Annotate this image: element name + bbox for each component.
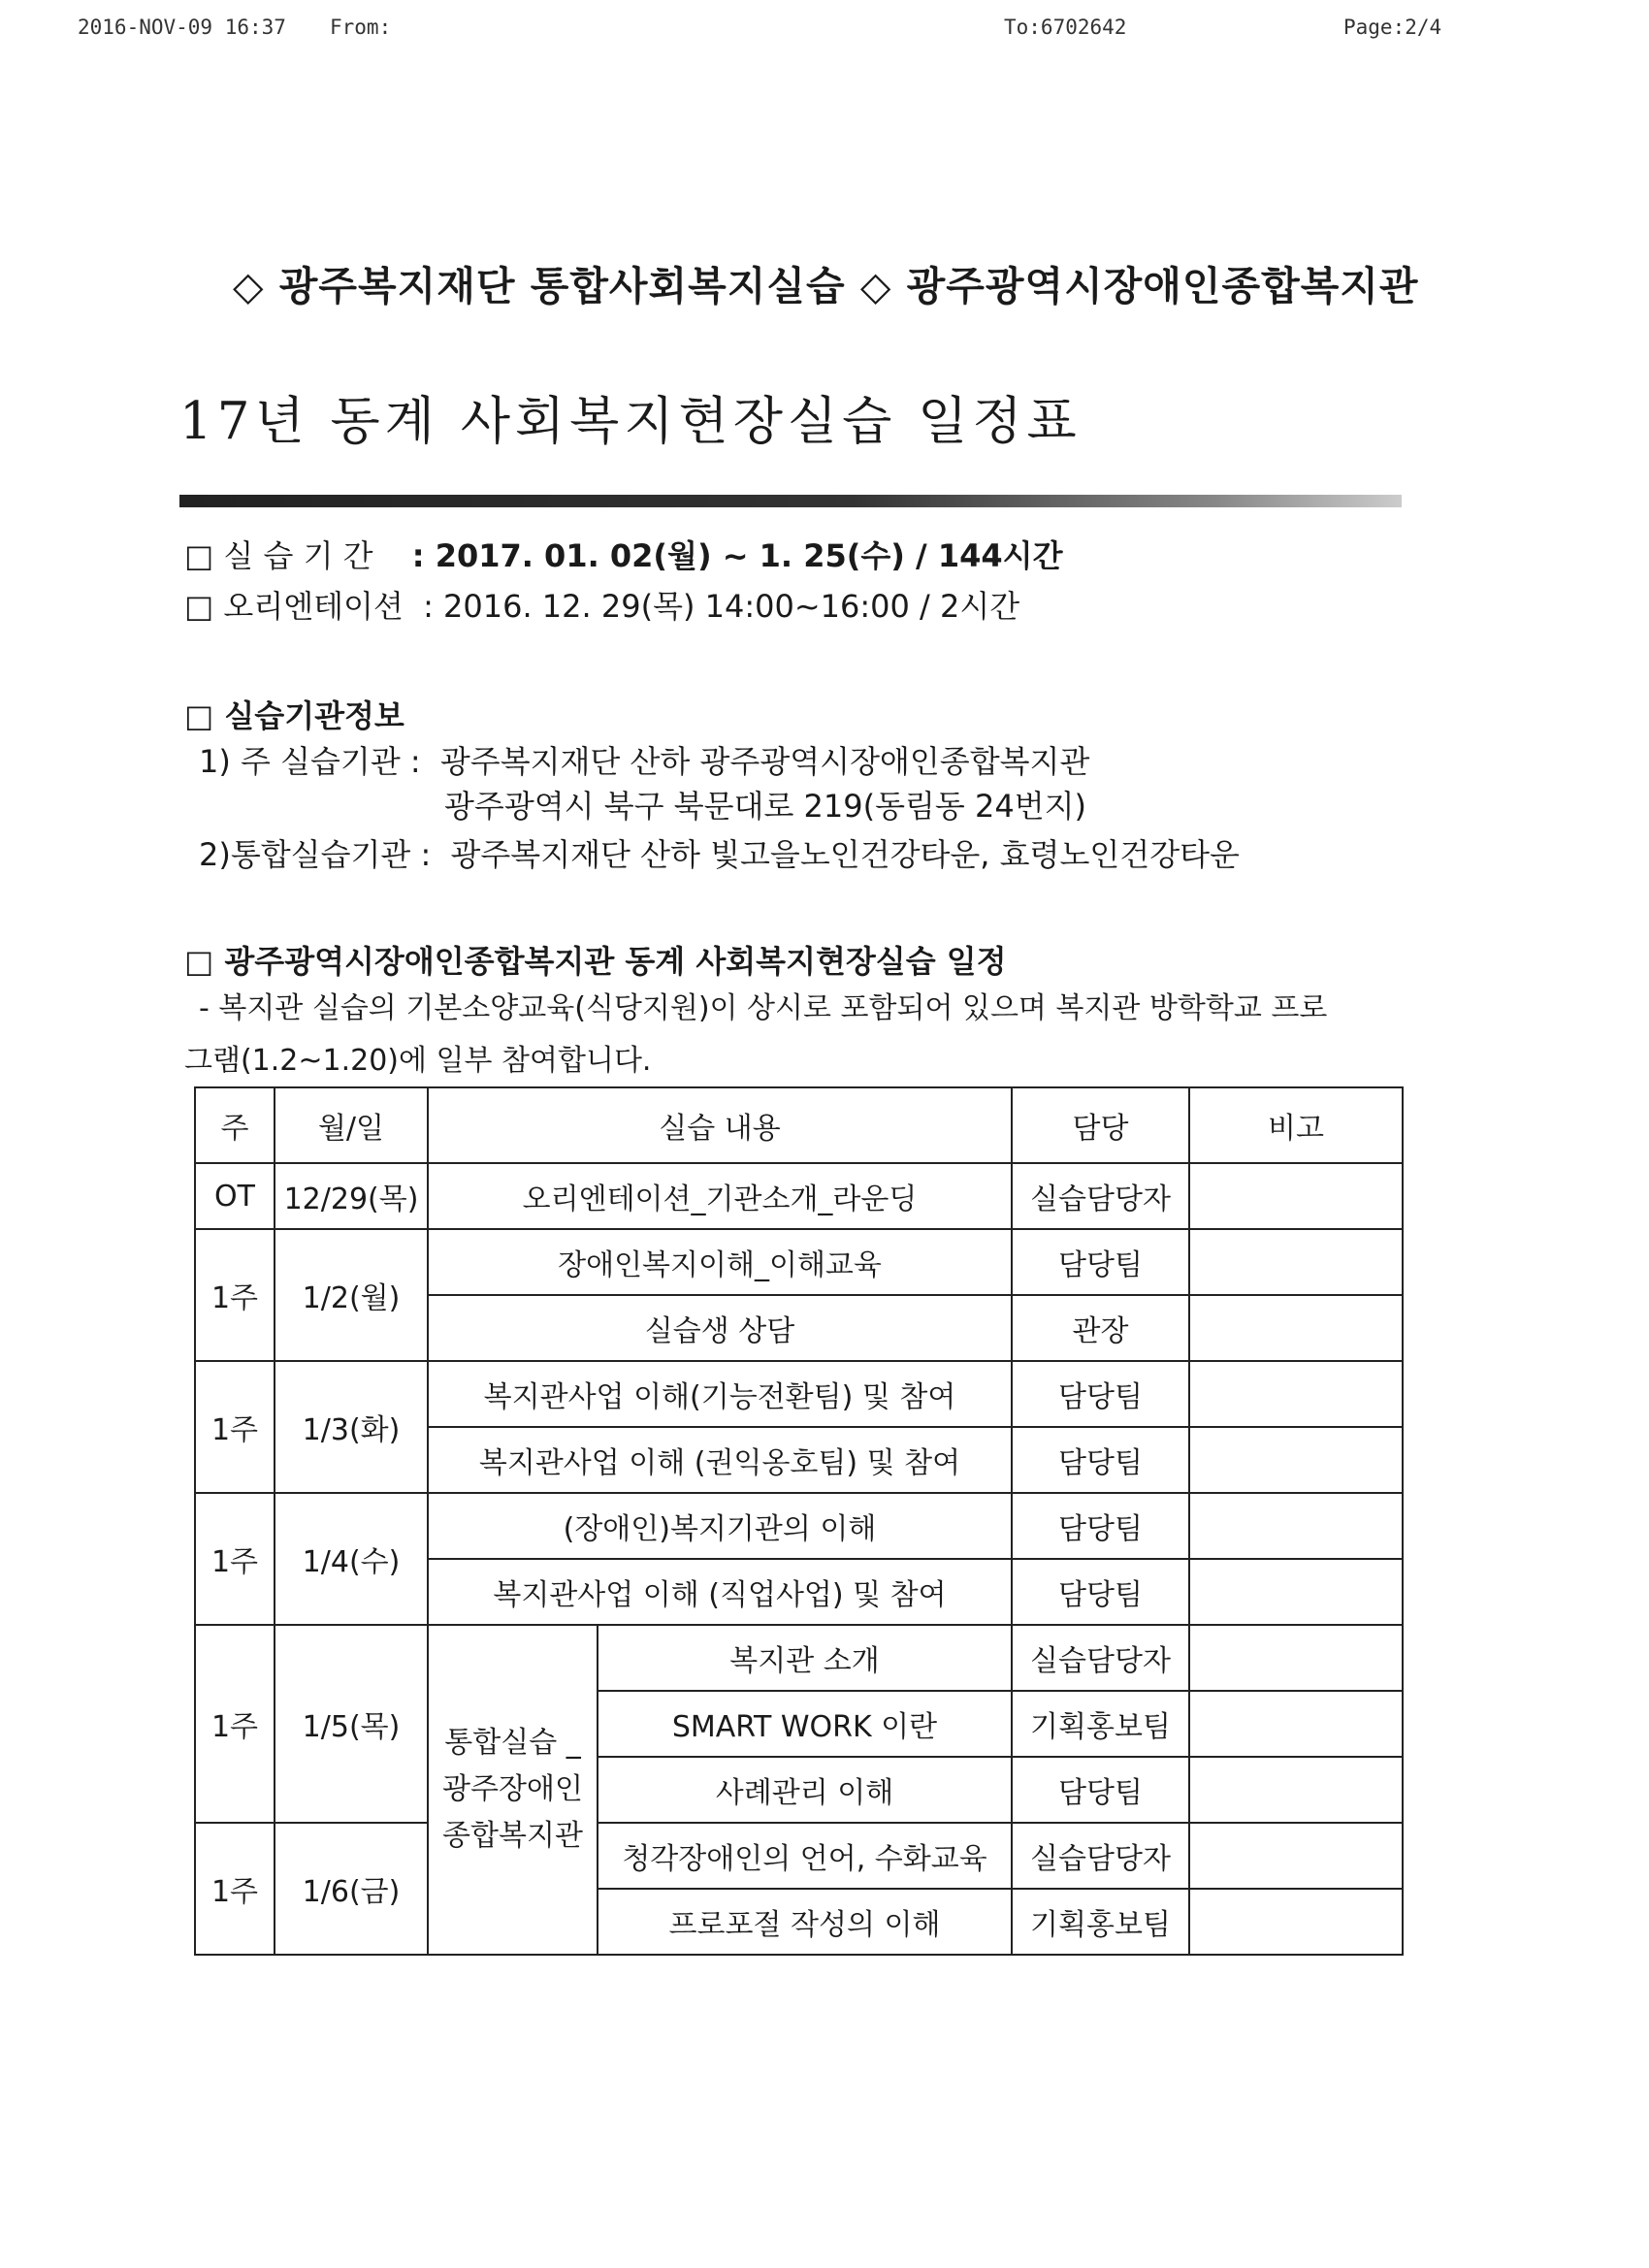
orientation-label: □ 오리엔테이션 (184, 588, 404, 625)
remarks-cell (1189, 1691, 1403, 1757)
main-institution-name: 광주복지재단 산하 광주광역시장애인종합복지관 (439, 743, 1090, 780)
table-row (195, 1493, 1403, 1559)
header-week: 주 (195, 1087, 275, 1163)
fax-page: Page:2/4 (1343, 16, 1442, 39)
document-title: 17년 동계 사회복지현장실습 일정표 (179, 392, 1082, 451)
remarks-cell (1189, 1163, 1403, 1229)
main-institution-address: 광주광역시 북구 북문대로 219(동림동 24번지) (444, 788, 1087, 825)
owner-cell: 기획홍보팀 (1012, 1691, 1189, 1757)
owner-cell: 기획홍보팀 (1012, 1889, 1189, 1955)
schedule-table (194, 1086, 1404, 1956)
week-cell: 1주 (195, 1823, 275, 1955)
content-cell: 프로포절 작성의 이해 (598, 1889, 1012, 1955)
header-remarks: 비고 (1189, 1087, 1403, 1163)
date-cell: 1/6(금) (275, 1823, 428, 1955)
remarks-cell (1189, 1229, 1403, 1295)
document-subtitle: ◇ 광주복지재단 통합사회복지실습 ◇ 광주광역시장애인종합복지관 (233, 263, 1419, 309)
week-cell: 1주 (195, 1229, 275, 1361)
week-cell: 1주 (195, 1625, 275, 1823)
fax-from: From: (330, 16, 392, 39)
week-cell: 1주 (195, 1493, 275, 1625)
content-cell: 장애인복지이해_이해교육 (428, 1229, 1012, 1295)
integrated-practice-line3: 종합복지관 (442, 1819, 583, 1853)
institution-heading: □ 실습기관정보 (184, 697, 404, 734)
owner-cell: 실습담당자 (1012, 1823, 1189, 1889)
week-cell: OT (195, 1163, 275, 1229)
remarks-cell (1189, 1757, 1403, 1823)
table-row (195, 1163, 1403, 1229)
owner-cell: 실습담당자 (1012, 1163, 1189, 1229)
content-cell: 오리엔테이션_기관소개_라운딩 (428, 1163, 1012, 1229)
title-divider (179, 495, 1402, 507)
remarks-cell (1189, 1361, 1403, 1427)
content-cell: 복지관사업 이해(기능전환팀) 및 참여 (428, 1361, 1012, 1427)
fax-to: To:6702642 (1004, 16, 1127, 39)
integrated-practice-line2: 광주장애인 (442, 1772, 583, 1806)
remarks-cell (1189, 1493, 1403, 1559)
integrated-institution-value: 광주복지재단 산하 빛고을노인건강타운, 효령노인건강타운 (450, 836, 1240, 873)
date-cell: 1/2(월) (275, 1229, 428, 1361)
table-row (195, 1823, 1403, 1889)
content-cell: SMART WORK 이란 (598, 1691, 1012, 1757)
period-value: : 2017. 01. 02(월) ~ 1. 25(수) / 144시간 (411, 537, 1063, 574)
header-date: 월/일 (275, 1087, 428, 1163)
content-cell: 실습생 상담 (428, 1295, 1012, 1361)
remarks-cell (1189, 1889, 1403, 1955)
remarks-cell (1189, 1427, 1403, 1493)
period-row (184, 532, 1063, 576)
integrated-institution-label: 2)통합실습기관 : (199, 836, 432, 873)
owner-cell: 관장 (1012, 1295, 1189, 1361)
orientation-row (184, 582, 1019, 627)
main-institution-row (199, 737, 1089, 782)
content-cell: 청각장애인의 언어, 수화교육 (598, 1823, 1012, 1889)
owner-cell: 담당팀 (1012, 1493, 1189, 1559)
table-row (195, 1625, 1403, 1691)
date-cell: 1/3(화) (275, 1361, 428, 1493)
remarks-cell (1189, 1559, 1403, 1625)
integrated-practice-cell (428, 1625, 598, 1955)
owner-cell: 담당팀 (1012, 1361, 1189, 1427)
content-cell: 복지관사업 이해 (권익옹호팀) 및 참여 (428, 1427, 1012, 1493)
week-cell: 1주 (195, 1361, 275, 1493)
content-cell: 사례관리 이해 (598, 1757, 1012, 1823)
schedule-note-line1: - 복지관 실습의 기본소양교육(식당지원)이 상시로 포함되어 있으며 복지관 방학학교 프로 (199, 991, 1328, 1025)
date-cell: 12/29(목) (275, 1163, 428, 1229)
fax-header (0, 16, 1649, 49)
table-row (195, 1361, 1403, 1427)
owner-cell: 담당팀 (1012, 1229, 1189, 1295)
schedule-note-line2: 그램(1.2~1.20)에 일부 참여합니다. (184, 1044, 652, 1078)
table-row (195, 1229, 1403, 1295)
period-label: □ 실 습 기 간 (184, 537, 373, 574)
remarks-cell (1189, 1625, 1403, 1691)
header-owner: 담당 (1012, 1087, 1189, 1163)
schedule-heading: □ 광주광역시장애인종합복지관 동계 사회복지현장실습 일정 (184, 943, 1007, 980)
content-cell: 복지관사업 이해 (직업사업) 및 참여 (428, 1559, 1012, 1625)
date-cell: 1/5(목) (275, 1625, 428, 1823)
owner-cell: 실습담당자 (1012, 1625, 1189, 1691)
integrated-institution-row (199, 830, 1240, 875)
owner-cell: 담당팀 (1012, 1427, 1189, 1493)
table-header-row (195, 1087, 1403, 1163)
date-cell: 1/4(수) (275, 1493, 428, 1625)
remarks-cell (1189, 1295, 1403, 1361)
orientation-value: : 2016. 12. 29(목) 14:00~16:00 / 2시간 (423, 588, 1020, 625)
header-content: 실습 내용 (428, 1087, 1012, 1163)
remarks-cell (1189, 1823, 1403, 1889)
content-cell: (장애인)복지기관의 이해 (428, 1493, 1012, 1559)
content-cell: 복지관 소개 (598, 1625, 1012, 1691)
main-institution-label: 1) 주 실습기관 : (199, 743, 421, 780)
owner-cell: 담당팀 (1012, 1757, 1189, 1823)
fax-datetime: 2016-NOV-09 16:37 (78, 16, 286, 39)
integrated-practice-line1: 통합실습 _ (444, 1726, 581, 1760)
owner-cell: 담당팀 (1012, 1559, 1189, 1625)
